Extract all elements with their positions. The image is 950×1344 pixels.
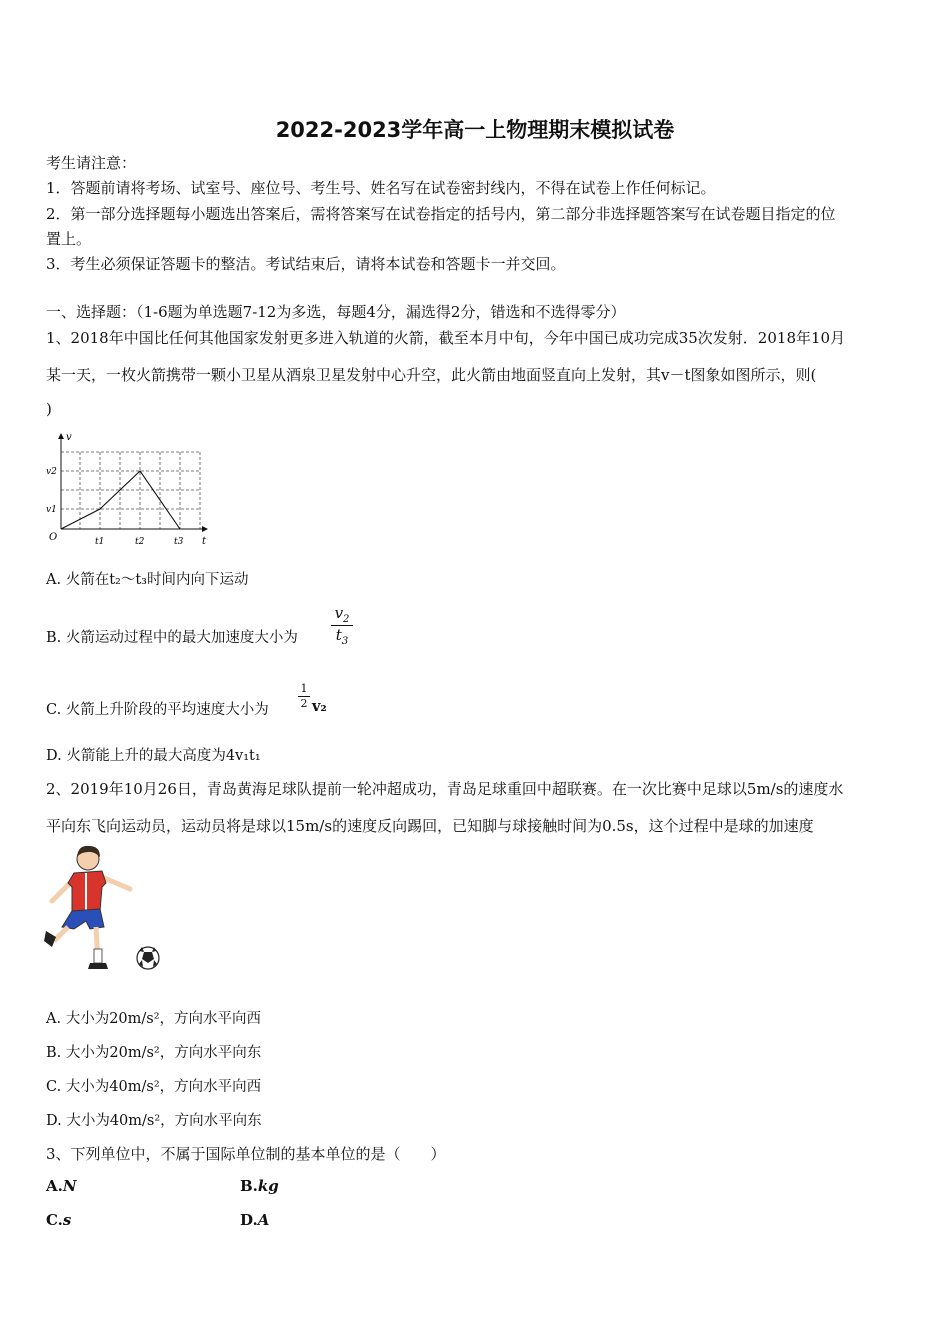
q1-option-a: A. 火箭在t₂～t₃时间内向下运动 [46,572,249,588]
q2-option-b: B. 大小为20m/s²，方向水平向东 [46,1045,262,1061]
q3-option-b [240,1177,279,1195]
q2-line-1: 2、2019年10月26日，青岛黄海足球队提前一轮冲超成功，青岛足球重回中超联赛。在一次比赛中足球以5m/s的速度水 [46,780,844,798]
q3-option-a-label: A. [46,1177,63,1195]
q3-option-d-label: D. [240,1211,258,1229]
q1-option-c: C. 火箭上升阶段的平均速度大小为 [46,702,269,718]
vt-graph [44,428,214,552]
q1-option-b: B. 火箭运动过程中的最大加速度大小为 [46,630,298,646]
q1-option-b-fraction: $v_2$ $t_3$ [331,604,353,647]
t3-label: t3 [174,537,184,547]
q1-option-c-fraction: 1 2 [298,682,310,711]
q2-option-c: C. 大小为40m/s²，方向水平向西 [46,1079,262,1095]
q2-option-d: D. 大小为40m/s²，方向水平向东 [46,1113,262,1129]
soccer-player-illustration [44,843,166,975]
q1-line-3: ) [46,400,52,418]
notice-item-2: 2．第一部分选择题每小题选出答案后，需将答案写在试卷指定的括号内，第二部分非选择题答案写在试卷题目指定的位 [46,205,836,223]
q2-option-a: A. 大小为20m/s²，方向水平向西 [46,1011,262,1027]
origin-label: O [49,532,58,543]
q3-option-d [240,1211,269,1229]
q3-option-a-unit: N [62,1177,77,1195]
vt-curve [61,471,180,529]
notice-item-3: 3．考生必须保证答题卡的整洁。考试结束后，请将本试卷和答题卡一并交回。 [46,255,566,273]
q3-option-c-label: C. [46,1211,63,1229]
q3-option-a [46,1177,77,1195]
t1-label: t1 [95,537,105,547]
t2-label: t2 [135,537,145,547]
q2-line-2: 平向东飞向运动员，运动员将是球以15m/s的速度反向踢回，已知脚与球接触时间为0.5s，这个过程中是球的加速度 [46,817,814,835]
q3-option-c [46,1211,71,1229]
v-axis-label: v [66,432,72,443]
v1-label: v1 [46,505,57,515]
page-title: 2022-2023学年高一上物理期末模拟试卷 [275,118,675,142]
q1-option-d: D. 火箭能上升的最大高度为4v₁t₁ [46,748,261,764]
q1-line-1: 1、2018年中国比任何其他国家发射更多进入轨道的火箭，截至本月中旬，今年中国已成功完成35次发射．2018年10月 [46,329,846,347]
q1-option-c-tail: v₂ [312,698,327,715]
q1-line-2: 某一天，一枚火箭携带一颗小卫星从酒泉卫星发射中心升空，此火箭由地面竖直向上发射，其v－t图象如图所示，则( [46,366,817,384]
notice-heading: 考生请注意： [46,154,137,172]
notice-item-1: 1．答题前请将考场、试室号、座位号、考生号、姓名写在试卷密封线内，不得在试卷上作任何标记。 [46,179,716,197]
q3-option-b-unit: kg [257,1177,279,1195]
t-axis-label: t [202,536,207,547]
section-heading: 一、选择题：（1-6题为单选题7-12为多选，每题4分，漏选得2分，错选和不选得零分） [46,303,626,321]
q3-stem: 3、下列单位中，不属于国际单位制的基本单位的是（ ） [46,1145,446,1163]
v2-label: v2 [46,467,57,477]
notice-item-2-cont: 置上。 [46,230,92,248]
q3-option-d-unit: A [257,1211,270,1229]
q3-option-c-unit: s [62,1211,72,1229]
q3-option-b-label: B. [240,1177,258,1195]
graph-grid [61,452,200,529]
